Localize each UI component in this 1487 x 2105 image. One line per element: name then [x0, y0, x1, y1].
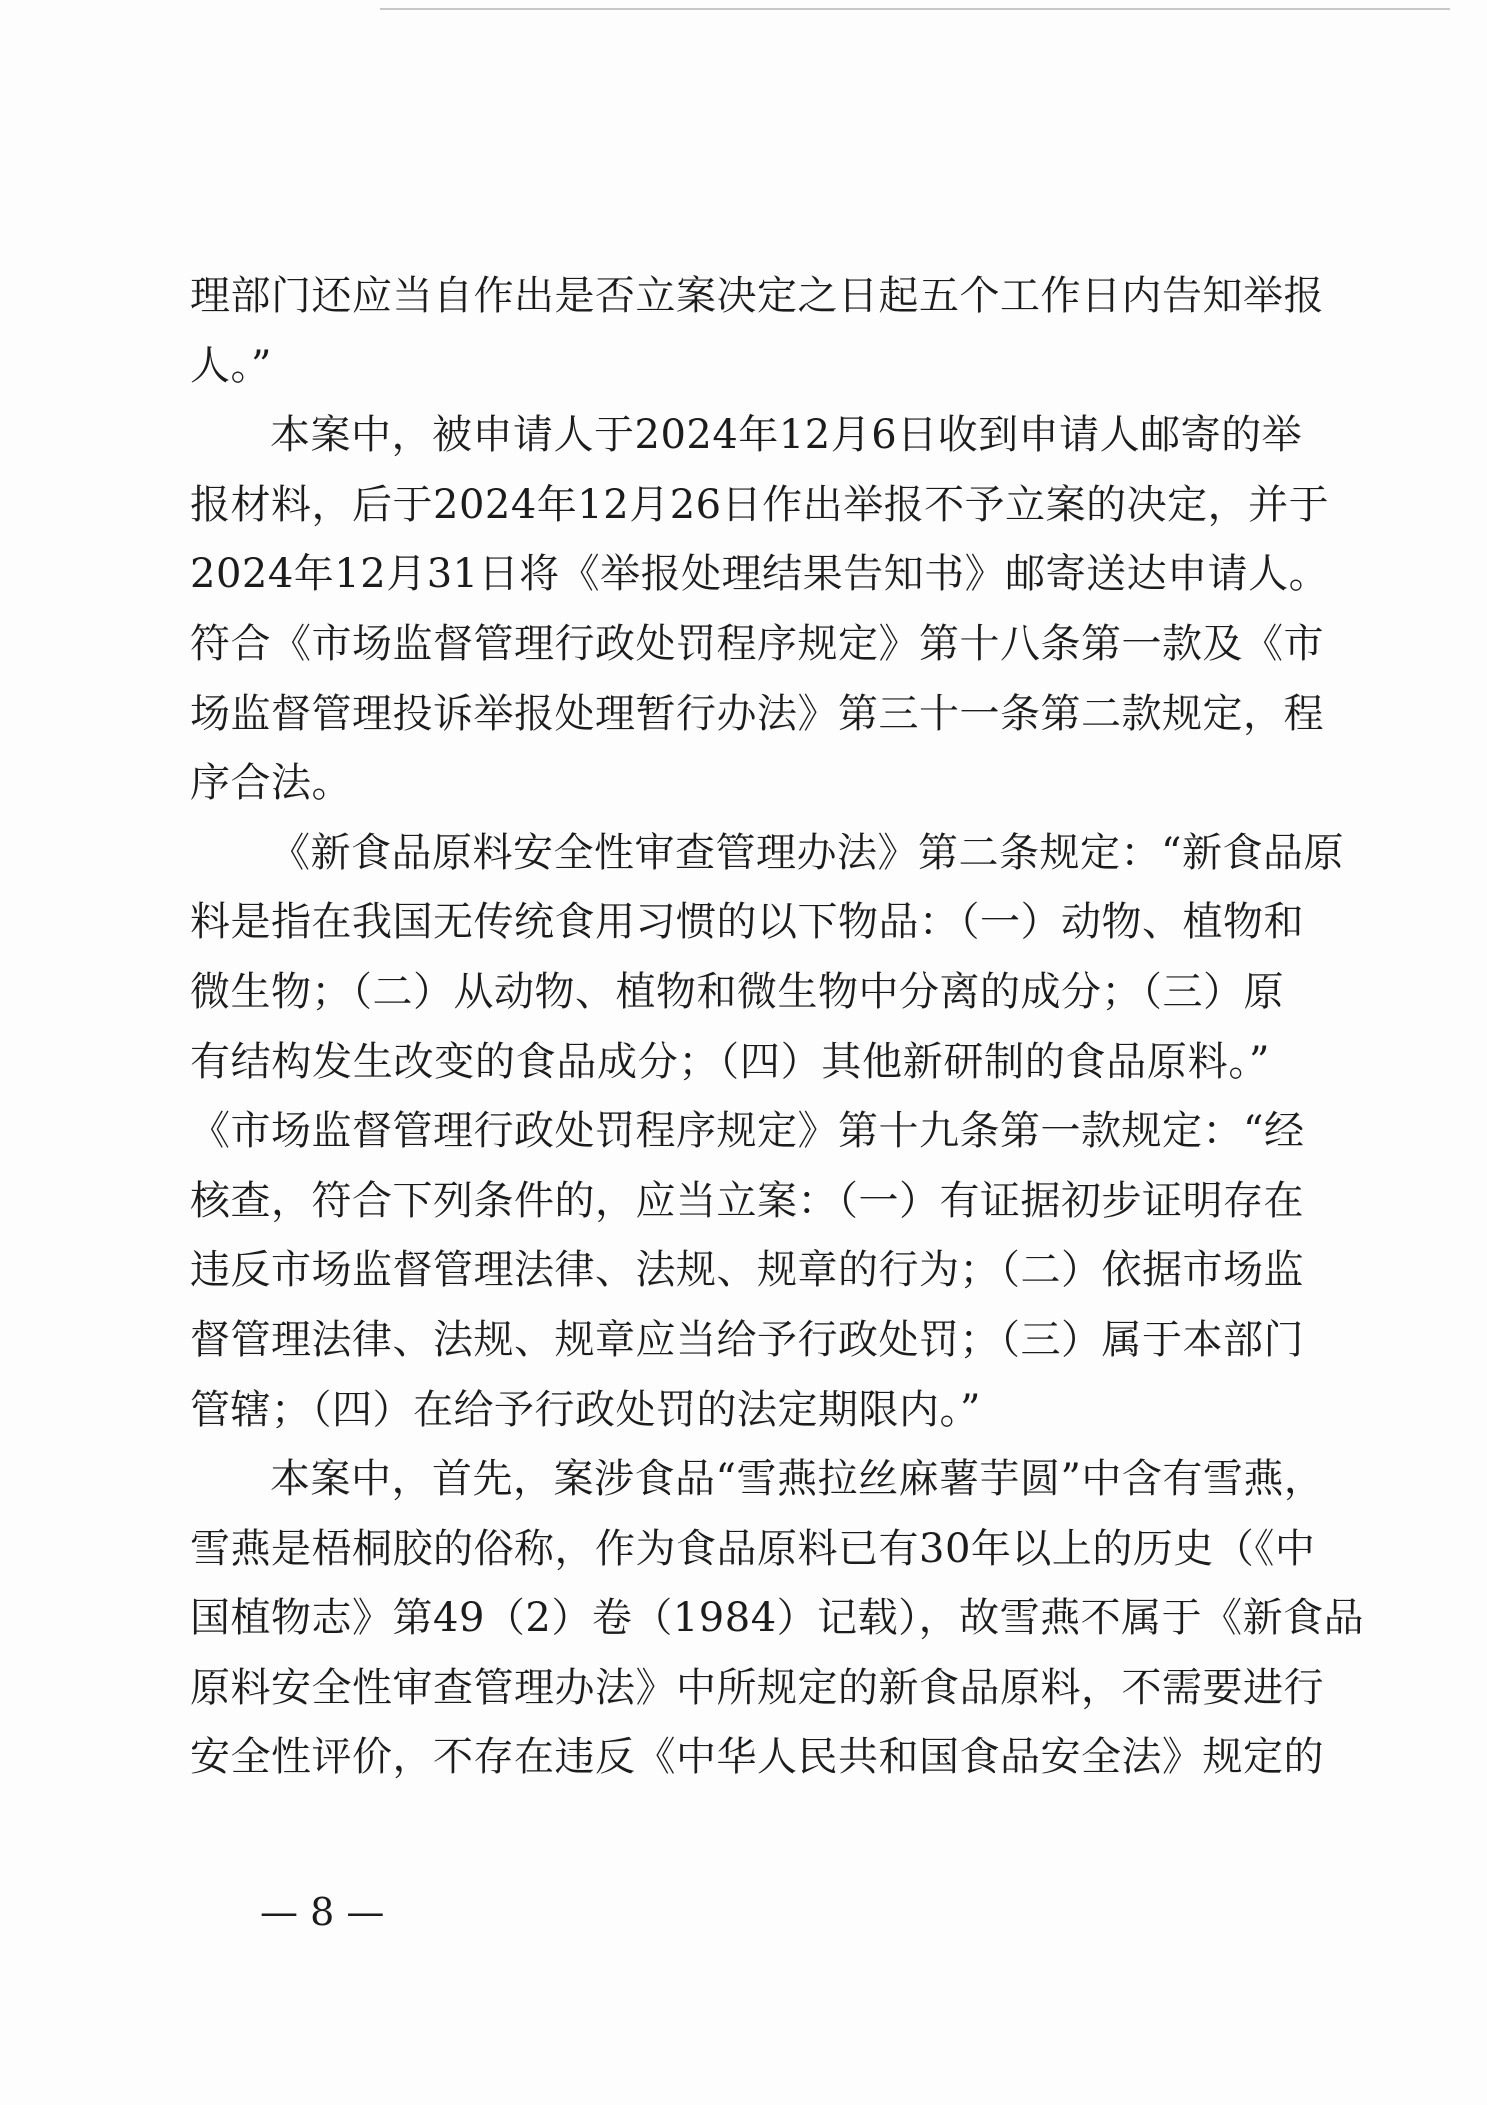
text-line: 符合《市场监督管理行政处罚程序规定》第十八条第一款及《市	[190, 620, 1324, 667]
text-line: 核查，符合下列条件的，应当立案：（一）有证据初步证明存在	[190, 1177, 1304, 1224]
scan-edge-line	[380, 8, 1450, 10]
text-line: 2024年12月31日将《举报处理结果告知书》邮寄送达申请人。	[190, 551, 1330, 598]
text-line: 督管理法律、法规、规章应当给予行政处罚；（三）属于本部门	[190, 1316, 1304, 1363]
text-line: 人。”	[190, 342, 272, 389]
text-line: 雪燕是梧桐胶的俗称，作为食品原料已有30年以上的历史（《中	[190, 1525, 1316, 1572]
text-line: 管辖；（四）在给予行政处罚的法定期限内。”	[190, 1386, 981, 1433]
text-line: 场监督管理投诉举报处理暂行办法》第三十一条第二款规定，程	[190, 690, 1324, 737]
text-line: 序合法。	[190, 760, 352, 807]
page-number: — 8 —	[260, 1890, 385, 1934]
text-line: 原料安全性审查管理办法》中所规定的新食品原料，不需要进行	[190, 1664, 1324, 1711]
text-line: 国植物志》第49（2）卷（1984）记载），故雪燕不属于《新食品	[190, 1595, 1365, 1642]
text-line: 安全性评价，不存在违反《中华人民共和国食品安全法》规定的	[190, 1734, 1324, 1781]
body-text	[190, 262, 1365, 1793]
text-line: 料是指在我国无传统食用习惯的以下物品：（一）动物、植物和	[190, 899, 1304, 946]
text-line: 《市场监督管理行政处罚程序规定》第十九条第一款规定：“经	[190, 1108, 1305, 1155]
text-line: 本案中，被申请人于2024年12月6日收到申请人邮寄的举	[270, 412, 1303, 459]
text-line: 有结构发生改变的食品成分；（四）其他新研制的食品原料。”	[190, 1038, 1270, 1085]
text-line: 报材料，后于2024年12月26日作出举报不予立案的决定，并于	[190, 481, 1330, 528]
text-line: 本案中，首先，案涉食品“雪燕拉丝麻薯芋圆”中含有雪燕，	[270, 1456, 1325, 1503]
text-line: 《新食品原料安全性审查管理办法》第二条规定：“新食品原	[270, 829, 1344, 876]
text-line: 理部门还应当自作出是否立案决定之日起五个工作日内告知举报	[190, 273, 1324, 319]
text-line: 违反市场监督管理法律、法规、规章的行为；（二）依据市场监	[190, 1247, 1304, 1294]
text-line: 微生物；（二）从动物、植物和微生物中分离的成分；（三）原	[190, 968, 1284, 1015]
